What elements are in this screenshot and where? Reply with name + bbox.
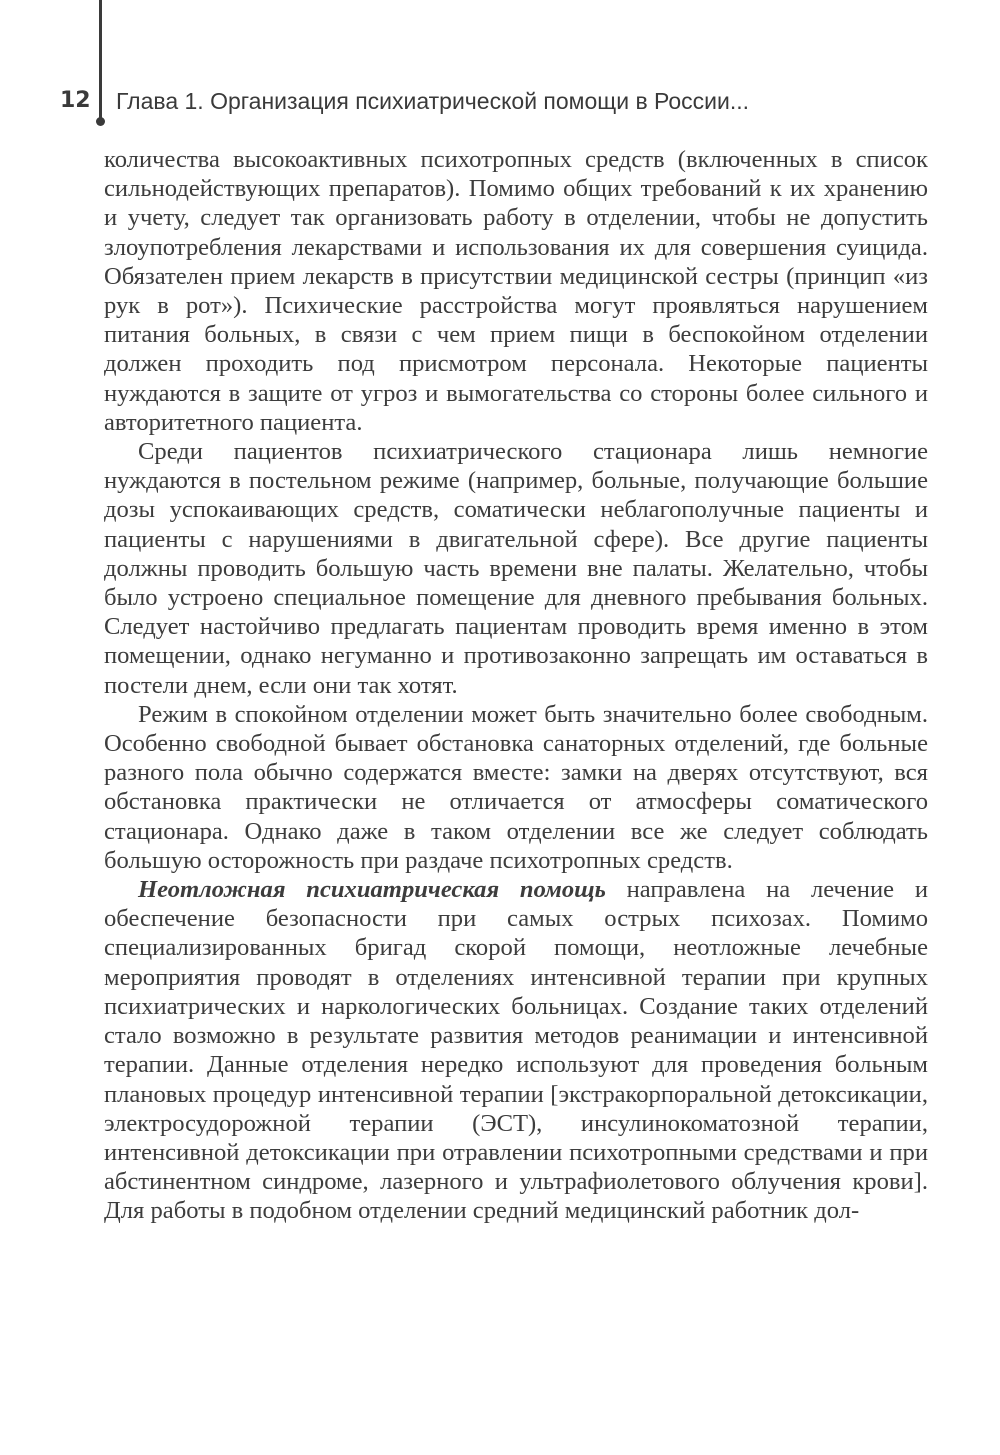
paragraph-1: количества высокоактивных психотропных средств (включенных в список сильнодействующих препаратов). Помимо общих требований к их хранению и учету, следует так организовать работу в отделении, чтобы не допустить злоупотребления лекарствами и использования их для совершения суицида. Обязателен прием лекарств в присутствии медицинской сестры (принцип «из рук в рот»). Психические расстройства могут проявляться нарушением питания больных, в связи с чем прием пищи в беспокойном отделении должен проходить под присмотром персонала. Некоторые пациенты нуждаются в защите от угроз и вымогательства со стороны более сильного и авторитетного пациента. [104,146,928,436]
body-text [104,145,928,1226]
paragraph-4-lead-term: Неотложная психиатрическая помощь [138,876,606,904]
header-rule [99,0,102,120]
paragraph-2: Среди пациентов психиатрического стационара лишь немногие нуждаются в постельном режиме (например, больные, получающие большие дозы успокаивающих средств, соматически неблагополучные пациенты и пациенты с нарушениями в двигательной сфере). Все другие пациенты должны проводить большую часть времени вне палаты. Желательно, чтобы было устроено специальное помещение для дневного пребывания больных. Следует настойчиво предлагать пациентам проводить время именно в этом помещении, однако негуманно и противозаконно запрещать им оставаться в постели днем, если они так хотят. [104,438,928,699]
paragraph-4 [104,875,928,1225]
page-number: 12 [60,88,91,113]
running-title: Глава 1. Организация психиатрической помощи в России... [116,88,750,114]
paragraph-3: Режим в спокойном отделении может быть значительно более свободным. Особенно свободной бывает обстановка санаторных отделений, где больные разного пола обычно содержатся вместе: замки на дверях отсутствуют, вся обстановка практически не отличается от атмосферы соматического стационара. Однако даже в таком отделении все же следует соблюдать большую осторожность при раздаче психотропных средств. [104,700,928,874]
paragraph-4-text: направлена на лечение и обеспечение безопасности при самых острых психозах. Помимо специализированных бригад скорой помощи, неотложные лечебные мероприятия проводят в отделениях интенсивной терапии при крупных психиатрических и наркологических больницах. Создание таких отделений стало возможно в результате развития методов реанимации и интенсивной терапии. Данные отделения нередко используют для проведения больным плановых процедур интенсивной терапии [экстракорпоральной детоксикации, электросудорожной терапии (ЭСТ), инсулинокоматозной терапии, интенсивной детоксикации при отравлении психотропными средствами и при абстинентном синдроме, лазерного и ультрафиолетового облучения крови]. Для работы в подобном отделении средний медицинский работник дол- [104,876,928,1225]
header-dot [96,117,105,126]
